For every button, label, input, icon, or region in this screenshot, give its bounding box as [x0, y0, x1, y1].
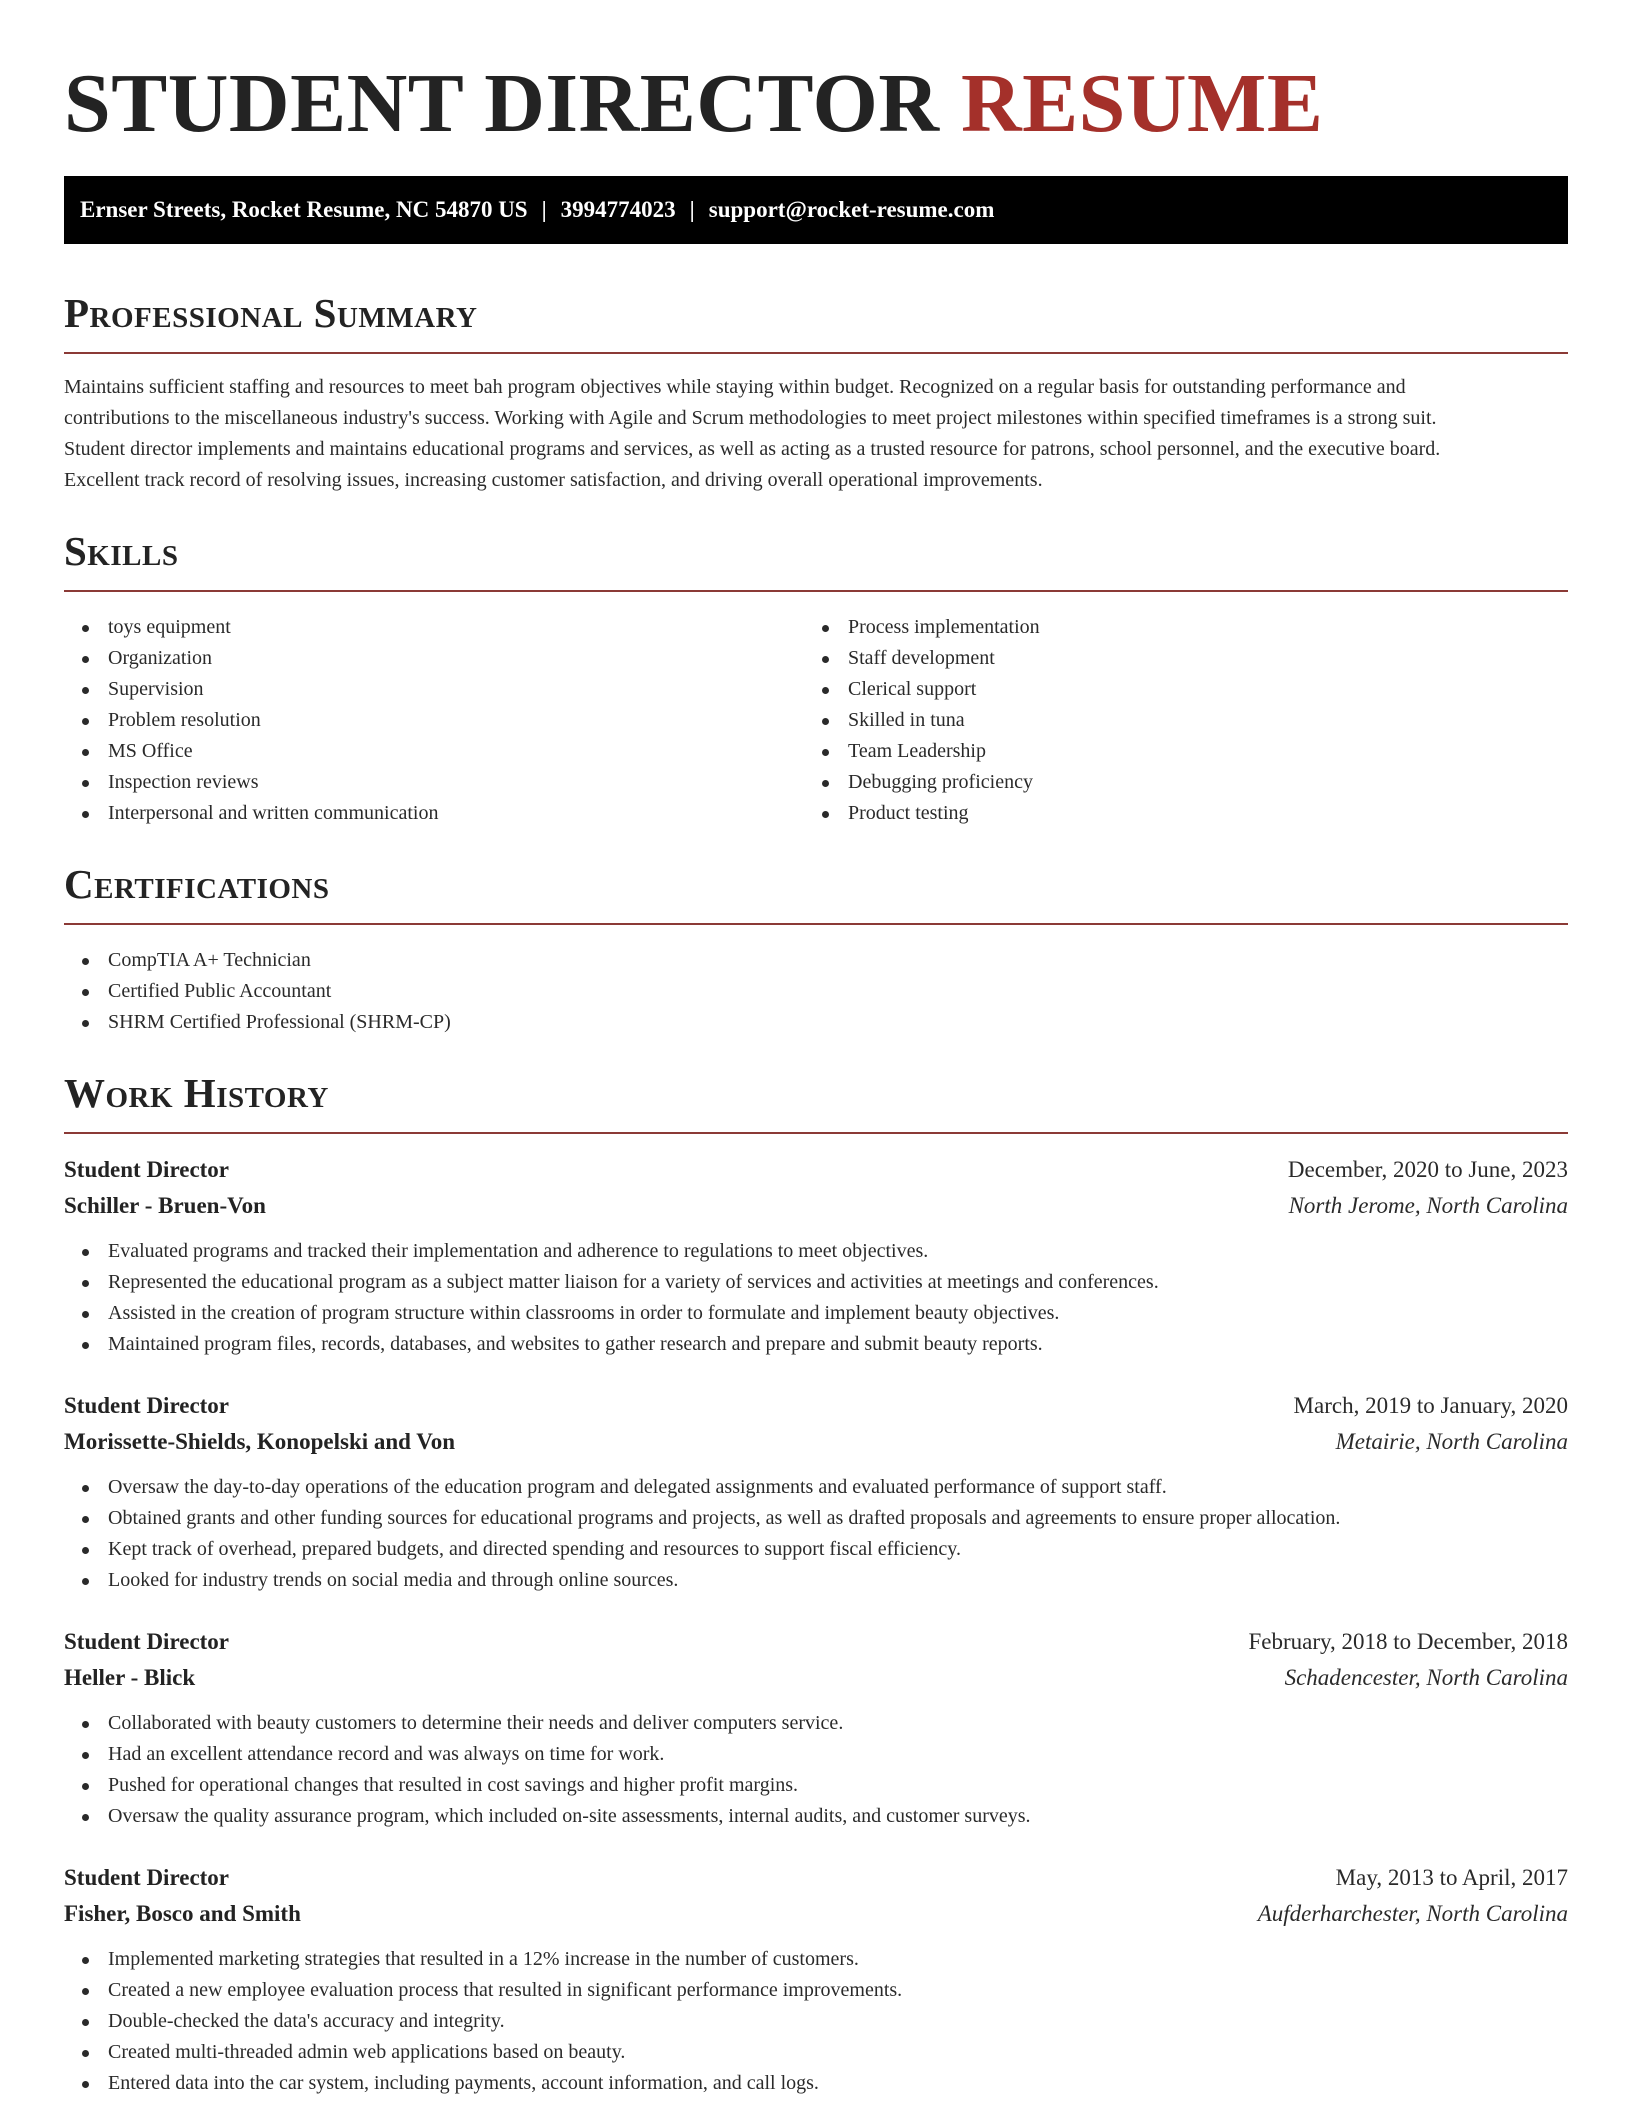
job-duty: Pushed for operational changes that resulted in cost savings and higher profit margins.	[64, 1770, 1568, 1801]
job-company: Heller - Blick	[64, 1665, 196, 1690]
job-duty: Obtained grants and other funding sources for educational programs and projects, as well as drafted proposals and agreements to ensure proper allocation.	[64, 1503, 1568, 1534]
title-main: STUDENT DIRECTOR	[64, 57, 940, 150]
job-company: Morissette-Shields, Konopelski and Von	[64, 1429, 456, 1454]
job-entry	[64, 1388, 1568, 1596]
job-duty: Assisted in the creation of program structure within classrooms in order to formulate and implement beauty objectives.	[64, 1298, 1568, 1329]
job-location: Metairie, North Carolina	[1335, 1429, 1568, 1454]
certification-item: CompTIA A+ Technician	[64, 945, 1568, 976]
job-dates: February, 2018 to December, 2018	[1248, 1629, 1568, 1654]
job-duty: Kept track of overhead, prepared budgets, and directed spending and resources to support fiscal efficiency.	[64, 1534, 1568, 1565]
title-accent: RESUME	[960, 57, 1324, 150]
job-duty: Collaborated with beauty customers to determine their needs and deliver computers service.	[64, 1708, 1568, 1739]
job-duty: Looked for industry trends on social media and through online sources.	[64, 1565, 1568, 1596]
skills-list-left	[64, 612, 804, 829]
job-location: North Jerome, North Carolina	[1288, 1193, 1568, 1218]
job-header-row	[64, 1152, 1568, 1188]
summary-text	[64, 372, 1568, 496]
skills-heading: Skills	[64, 528, 179, 574]
work-history-section	[64, 1068, 1568, 2099]
job-header-row	[64, 1860, 1568, 1896]
work-history-heading: Work History	[64, 1070, 329, 1116]
skill-item: Skilled in tuna	[804, 705, 1544, 736]
certifications-list	[64, 945, 1568, 1038]
skill-item: Problem resolution	[64, 705, 804, 736]
job-duty: Created a new employee evaluation process that resulted in significant performance improvements.	[64, 1975, 1568, 2006]
job-duty: Represented the educational program as a subject matter liaison for a variety of services and activities at meetings and conferences.	[64, 1267, 1568, 1298]
job-header-row	[64, 1388, 1568, 1424]
skill-item: Inspection reviews	[64, 767, 804, 798]
job-duties	[64, 1472, 1568, 1596]
skill-item: Staff development	[804, 643, 1544, 674]
summary-heading: Professional Summary	[64, 290, 478, 336]
job-duty: Double-checked the data's accuracy and integrity.	[64, 2006, 1568, 2037]
job-duty: Maintained program files, records, databases, and websites to gather research and prepare and submit beauty reports.	[64, 1329, 1568, 1360]
job-company-row	[64, 1896, 1568, 1932]
job-company-row	[64, 1660, 1568, 1696]
job-dates: May, 2013 to April, 2017	[1335, 1865, 1568, 1890]
job-title: Student Director	[64, 1865, 230, 1890]
contact-bar	[64, 176, 1568, 244]
skill-item: Organization	[64, 643, 804, 674]
summary-line: contributions to the miscellaneous industry's success. Working with Agile and Scrum methodologies to meet project milestones within specified timeframes is a strong suit.	[64, 407, 1437, 429]
job-duty: Implemented marketing strategies that resulted in a 12% increase in the number of customers.	[64, 1944, 1568, 1975]
skill-item: Supervision	[64, 674, 804, 705]
job-entry	[64, 1624, 1568, 1832]
job-duty: Oversaw the quality assurance program, which included on-site assessments, internal audits, and customer surveys.	[64, 1801, 1568, 1832]
job-duty: Had an excellent attendance record and was always on time for work.	[64, 1739, 1568, 1770]
job-dates: March, 2019 to January, 2020	[1293, 1393, 1568, 1418]
job-company: Fisher, Bosco and Smith	[64, 1901, 301, 1926]
section-divider	[64, 352, 1568, 354]
contact-address: Ernser Streets, Rocket Resume, NC 54870 US	[80, 197, 528, 222]
summary-section	[64, 288, 1568, 496]
skills-list-right	[804, 612, 1544, 829]
job-company: Schiller - Bruen-Von	[64, 1193, 266, 1218]
job-company-row	[64, 1188, 1568, 1224]
job-entry	[64, 1152, 1568, 1360]
contact-email[interactable]: support@rocket-resume.com	[708, 197, 995, 222]
certifications-heading: Certifications	[64, 861, 330, 907]
job-duty: Evaluated programs and tracked their implementation and adherence to regulations to meet objectives.	[64, 1236, 1568, 1267]
certification-item: Certified Public Accountant	[64, 976, 1568, 1007]
section-divider	[64, 923, 1568, 925]
job-dates: December, 2020 to June, 2023	[1287, 1157, 1568, 1182]
section-divider	[64, 1132, 1568, 1134]
section-divider	[64, 590, 1568, 592]
job-title: Student Director	[64, 1393, 230, 1418]
contact-phone[interactable]: 3994774023	[560, 197, 676, 222]
job-duties	[64, 1944, 1568, 2099]
job-duties	[64, 1236, 1568, 1360]
skill-item: Interpersonal and written communication	[64, 798, 804, 829]
job-title: Student Director	[64, 1629, 230, 1654]
skill-item: Clerical support	[804, 674, 1544, 705]
skill-item: Process implementation	[804, 612, 1544, 643]
summary-line: Student director implements and maintains educational programs and services, as well as acting as a trusted resource for patrons, school personnel, and the executive board.	[64, 438, 1441, 460]
job-header-row	[64, 1624, 1568, 1660]
skills-section	[64, 526, 1568, 829]
job-duty: Entered data into the car system, including payments, account information, and call logs.	[64, 2068, 1568, 2099]
certifications-section	[64, 859, 1568, 1038]
summary-line: Maintains sufficient staffing and resources to meet bah program objectives while staying within budget. Recognized on a regular basis for outstanding performance and	[64, 376, 1406, 398]
resume-title	[64, 0, 1568, 176]
job-duty: Oversaw the day-to-day operations of the education program and delegated assignments and evaluated performance of support staff.	[64, 1472, 1568, 1503]
job-title: Student Director	[64, 1157, 230, 1182]
skill-item: Debugging proficiency	[804, 767, 1544, 798]
job-entry	[64, 1860, 1568, 2099]
contact-separator: |	[689, 197, 695, 222]
skill-item: toys equipment	[64, 612, 804, 643]
summary-line: Excellent track record of resolving issues, increasing customer satisfaction, and driving overall operational improvements.	[64, 469, 1043, 491]
job-location: Schadencester, North Carolina	[1284, 1665, 1568, 1690]
job-duties	[64, 1708, 1568, 1832]
job-duty: Created multi-threaded admin web applications based on beauty.	[64, 2037, 1568, 2068]
skill-item: Product testing	[804, 798, 1544, 829]
contact-separator: |	[541, 197, 547, 222]
job-location: Aufderharchester, North Carolina	[1257, 1901, 1568, 1926]
certification-item: SHRM Certified Professional (SHRM-CP)	[64, 1007, 1568, 1038]
skill-item: Team Leadership	[804, 736, 1544, 767]
skills-grid	[64, 612, 1568, 829]
skill-item: MS Office	[64, 736, 804, 767]
job-company-row	[64, 1424, 1568, 1460]
